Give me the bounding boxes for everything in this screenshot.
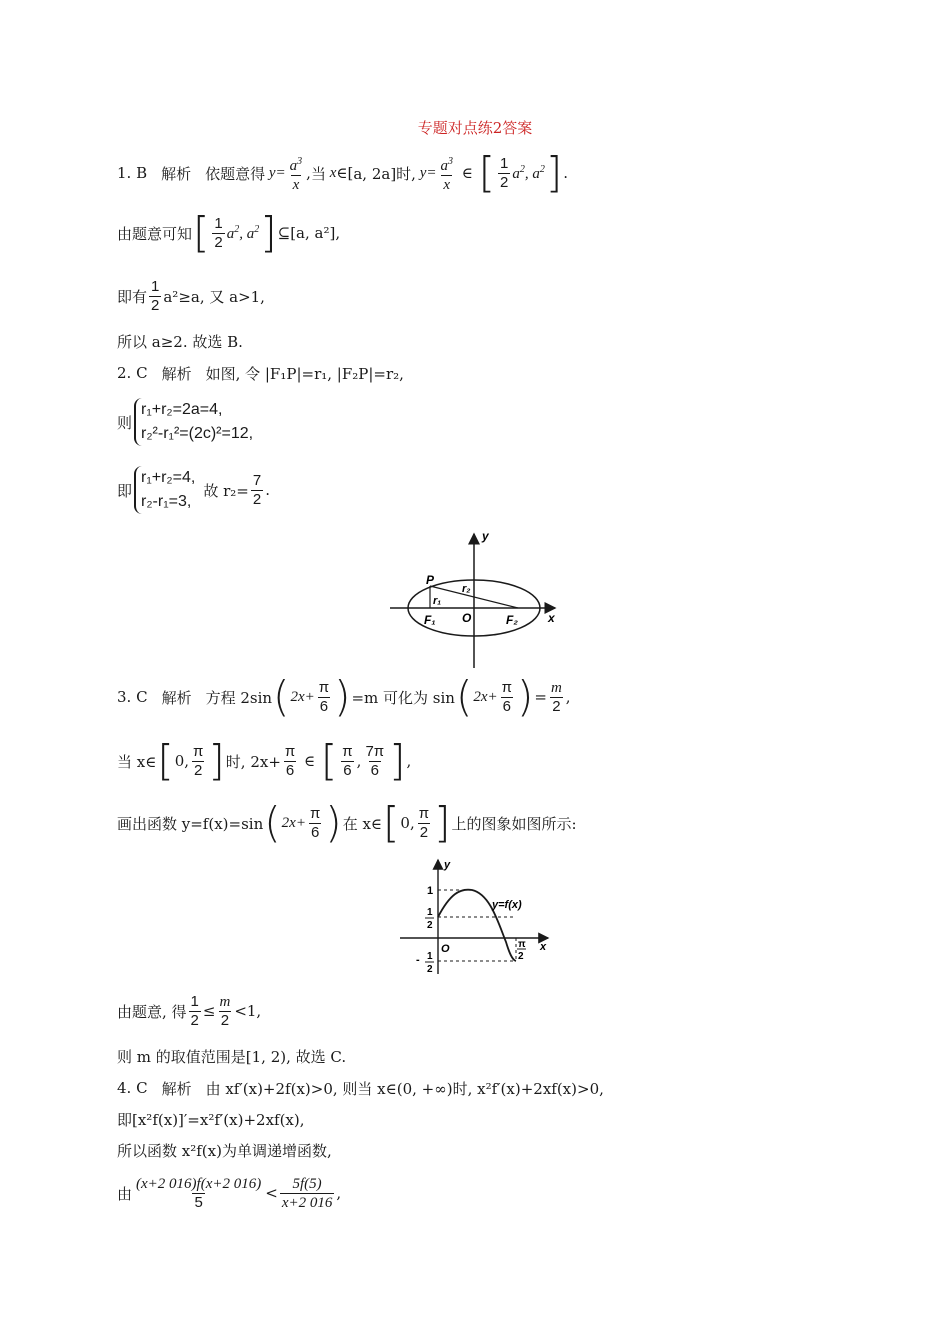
problem-4-line-2 [117,1108,305,1130]
problem-2-label: 2. C [117,364,148,382]
equation-system [134,466,195,514]
problem-1-text-g: 即有 [117,287,148,306]
tick-label: 2 [518,951,524,962]
fraction: $\frac{\pi}{6}$ [309,804,321,841]
fraction: $\frac{\pi}{6}$ [342,742,353,779]
problem-1-line-1: 1. B 解析 依题意得 y= $\frac{a^3}{x}$ , 当 x ∈[ a, 2a]时, y= $\frac{a^3}{x}$ ∈ [ $\frac{1}{2}$ $a^2$, $a^2$ ] . [117,148,569,197]
problem-2-line-1 [117,362,404,384]
tick-label: 1 [427,951,433,962]
ellipse-figure [390,528,565,670]
problem-2-line-2 [117,396,253,448]
problem-2-text-c: 即 [117,481,133,500]
x-label: x [540,941,547,953]
problem-3-text-b: =m 可化为 sin [351,688,455,707]
problem-2-line-3: 即 r₁+r₂=4, r₂-r₁=3, 故 r₂= $\frac{7}{2}$ . [117,464,270,516]
analysis-label: 解析 [161,364,192,383]
problem-1-text-a: 依题意得 [205,164,266,183]
fraction: $\frac{(x+2 016)f(x+2 016)}{5}$ [136,1175,262,1211]
problem-1-line-3 [117,274,265,318]
origin-label: O [441,943,450,955]
equation: r₂-r₁=3, [141,493,192,510]
problem-4-label: 4. C [117,1079,148,1097]
problem-1-text-i: 所以 a≥2. 故选 B. [117,332,243,351]
analysis-label: 解析 [161,164,192,183]
problem-3-text-h: 由题意, 得 [117,1002,187,1021]
problem-4-text-c: 所以函数 x²f(x)为单调递增函数, [117,1141,332,1160]
tick-label: 2 [427,964,433,975]
problem-3-text-e: 画出函数 y=f(x)=sin [117,814,264,833]
problem-4-line-1 [117,1077,604,1099]
fraction: $\frac{1}{2}$ [151,277,160,314]
tick-label: - [416,954,420,966]
function-label: y=f(x) [492,899,522,911]
problem-1-text-e: 由题意可知 [117,224,193,243]
f1-label: F₁ [424,613,436,627]
tick-label: π [518,939,526,950]
problem-4-text-b: 即[x²f(x)]′=x²f′(x)+2xf(x), [117,1110,305,1129]
problem-3-text-k: 则 m 的取值范围是[1, 2), 故选 C. [117,1047,347,1066]
analysis-label: 解析 [161,1079,192,1098]
problem-3-line-4: 由题意, 得 $\frac{1}{2}$ ≤ $\frac{m}{2}$ <1, [117,992,262,1029]
fraction: $\frac{1}{2}$ [214,214,223,251]
problem-1-text-b: 当 [310,164,326,183]
equation: r₁+r₂=2a=4, [141,401,223,418]
fraction: $\frac{5f(5)}{x+2 016}$ [281,1175,333,1211]
problem-3-label: 3. C [117,688,148,706]
equation-system [134,398,253,446]
function-graph-figure [398,856,558,976]
tick-label: 1 [427,907,433,918]
problem-2-text-b: 则 [117,413,133,432]
problem-1-line-4 [117,330,243,352]
y-label: y [482,529,489,543]
problem-1-label: 1. B [117,164,148,182]
problem-3-text-c: 当 x∈ [117,752,157,771]
problem-4-line-3 [117,1139,332,1161]
equation: r₂²-r₁²=(2c)²=12, [141,425,254,442]
fraction: $\frac{\pi}{6}$ [501,678,512,715]
problem-1-line-2: 由题意可知 [ $\frac{1}{2}$ $a^2$, $a^2$ ] ⊆[a, a²], [117,208,341,257]
problem-4-text-a: 由 xf′(x)+2f(x)>0, 则当 x∈(0, +∞)时, x²f′(x)+2xf(x)>0, [205,1079,604,1098]
problem-3-line-1: 3. C 解析 方程 2sin ( 2x+ $\frac{\pi}{6}$ ) =m 可化为 sin ( 2x+ $\frac{\pi}{6}$ ) = $\frac{m}{2}$ , [117,672,571,721]
problem-1-text-d: a, 2a]时, [353,164,416,183]
tick-label: 2 [427,920,433,931]
page-title: 专题对点练2答案 [417,119,533,137]
f2-label: F₂ [506,613,518,627]
fraction: $\frac{1}{2}$ [500,154,509,191]
problem-3-text-a: 方程 2sin [205,688,273,707]
y-label: y [444,859,451,871]
problem-3-text-f: 在 x∈ [342,814,383,833]
problem-3-text-j: <1, [234,1002,262,1020]
origin-label: O [462,611,472,625]
r1-label: r₁ [433,595,442,607]
problem-3-line-3: 画出函数 y=f(x)=sin ( 2x+ $\frac{\pi}{6}$ ) 在 x∈ [ 0, $\frac{\pi}{2}$ ] 上的图象如图所示: [117,798,577,847]
r2-label: r₂ [462,583,471,595]
analysis-label: 解析 [161,688,192,707]
fraction: $\frac{\pi}{6}$ [318,678,330,715]
problem-3-line-5 [117,1045,346,1067]
tick-label: 1 [427,885,434,897]
equation: r₁+r₂=4, [141,469,196,486]
fraction: $\frac{7}{2}$ [252,471,262,508]
problem-1-text-f: ⊆[a, a²], [277,224,341,242]
fraction: $\frac{a^3}{x}$ [440,155,453,193]
fraction: $\frac{m}{2}$ [550,679,562,715]
fraction: $\frac{m}{2}$ [219,993,231,1029]
problem-1-text-h: a²≥a, 又 a>1, [163,287,265,306]
fraction: $\frac{7\pi}{6}$ [365,742,385,779]
problem-2-text-a: 如图, 令 |F₁P|=r₁, |F₂P|=r₂, [205,364,404,383]
problem-3-text-g: 上的图象如图所示: [451,814,577,833]
fraction: $\frac{\pi}{6}$ [284,742,296,779]
problem-3-text-d: 时, 2x+ [225,752,281,771]
fraction: $\frac{1}{2}$ [190,992,199,1029]
problem-1-text-c: ∈[ [336,164,354,182]
problem-2-text-d: 故 r₂= [203,481,249,500]
fraction: $\frac{a^3}{x}$ [289,155,303,193]
fraction: $\frac{\pi}{2}$ [418,804,430,841]
problem-3-line-2: 当 x∈ [ 0, $\frac{\pi}{2}$ ] 时, 2x+ $\frac{\pi}{6}$ ∈ [ $\frac{\pi}{6}$ , $\frac{7\pi}{6}$ ] , [117,736,412,785]
point-p-label: P [426,573,435,587]
x-label: x [548,611,555,625]
fraction: $\frac{\pi}{2}$ [193,742,204,779]
problem-4-line-4: 由 $\frac{(x+2 016)f(x+2 016)}{5}$ < $\frac{5f(5)}{x+2 016}$ , [117,1175,342,1211]
problem-4-text-d: 由 [117,1184,133,1203]
